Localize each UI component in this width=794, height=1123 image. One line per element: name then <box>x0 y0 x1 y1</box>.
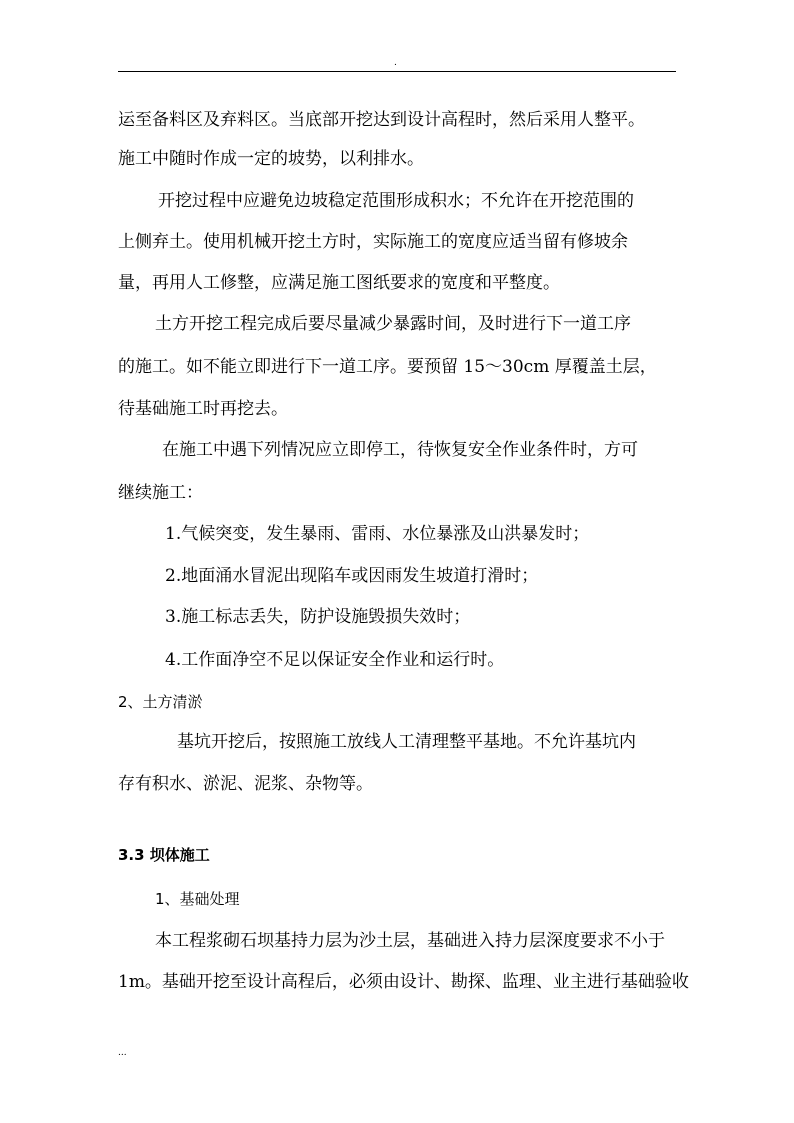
text-line: 施工中随时作成一定的坡势，以利排水。 <box>118 149 424 169</box>
text-line: 存有积水、淤泥、泥浆、杂物等。 <box>118 774 373 794</box>
list-item: 1.气候突变，发生暴雨、雷雨、水位暴涨及山洪暴发时； <box>165 524 590 544</box>
text-line: 待基础施工时再挖去。 <box>118 399 288 419</box>
text-line: 的施工。如不能立即进行下一道工序。要预留 15～30cm 厚覆盖土层， <box>118 357 657 377</box>
text-line: 上侧弃土。使用机械开挖土方时，实际施工的宽度应适当留有修坡余 <box>118 232 628 252</box>
paragraph-start: 在施工中遇下列情况应立即停工，待恢复安全作业条件时，方可 <box>162 440 638 460</box>
paragraph-start: 本工程浆砌石坝基持力层为沙土层，基础进入持力层深度要求不小于 <box>155 931 665 951</box>
list-item: 3.施工标志丢失，防护设施毁损失效时； <box>165 607 471 627</box>
header-rule <box>118 71 676 72</box>
text-line: 量，再用人工修整，应满足施工图纸要求的宽度和平整度。 <box>118 273 560 293</box>
section-heading: 3.3 坝体施工 <box>118 846 210 864</box>
header-mark: . <box>394 58 397 68</box>
paragraph-start: 开挖过程中应避免边坡稳定范围形成积水；不允许在开挖范围的 <box>158 191 634 211</box>
text-line: 1m。基础开挖至设计高程后，必须由设计、勘探、监理、业主进行基础验收 <box>118 972 689 992</box>
section-heading: 2、土方清淤 <box>118 693 203 711</box>
text-line: 继续施工： <box>118 483 203 503</box>
list-item: 4.工作面净空不足以保证安全作业和运行时。 <box>165 650 505 670</box>
subsection-heading: 1、基础处理 <box>155 890 240 908</box>
list-item: 2.地面涌水冒泥出现陷车或因雨发生坡道打滑时； <box>165 566 539 586</box>
footer-mark: ... <box>118 1048 127 1058</box>
text-line: 运至备料区及弃料区。当底部开挖达到设计高程时，然后采用人整平。 <box>118 110 645 130</box>
paragraph-start: 土方开挖工程完成后要尽量减少暴露时间，及时进行下一道工序 <box>155 314 631 334</box>
paragraph-start: 基坑开挖后，按照施工放线人工清理整平基地。不允许基坑内 <box>177 732 636 752</box>
